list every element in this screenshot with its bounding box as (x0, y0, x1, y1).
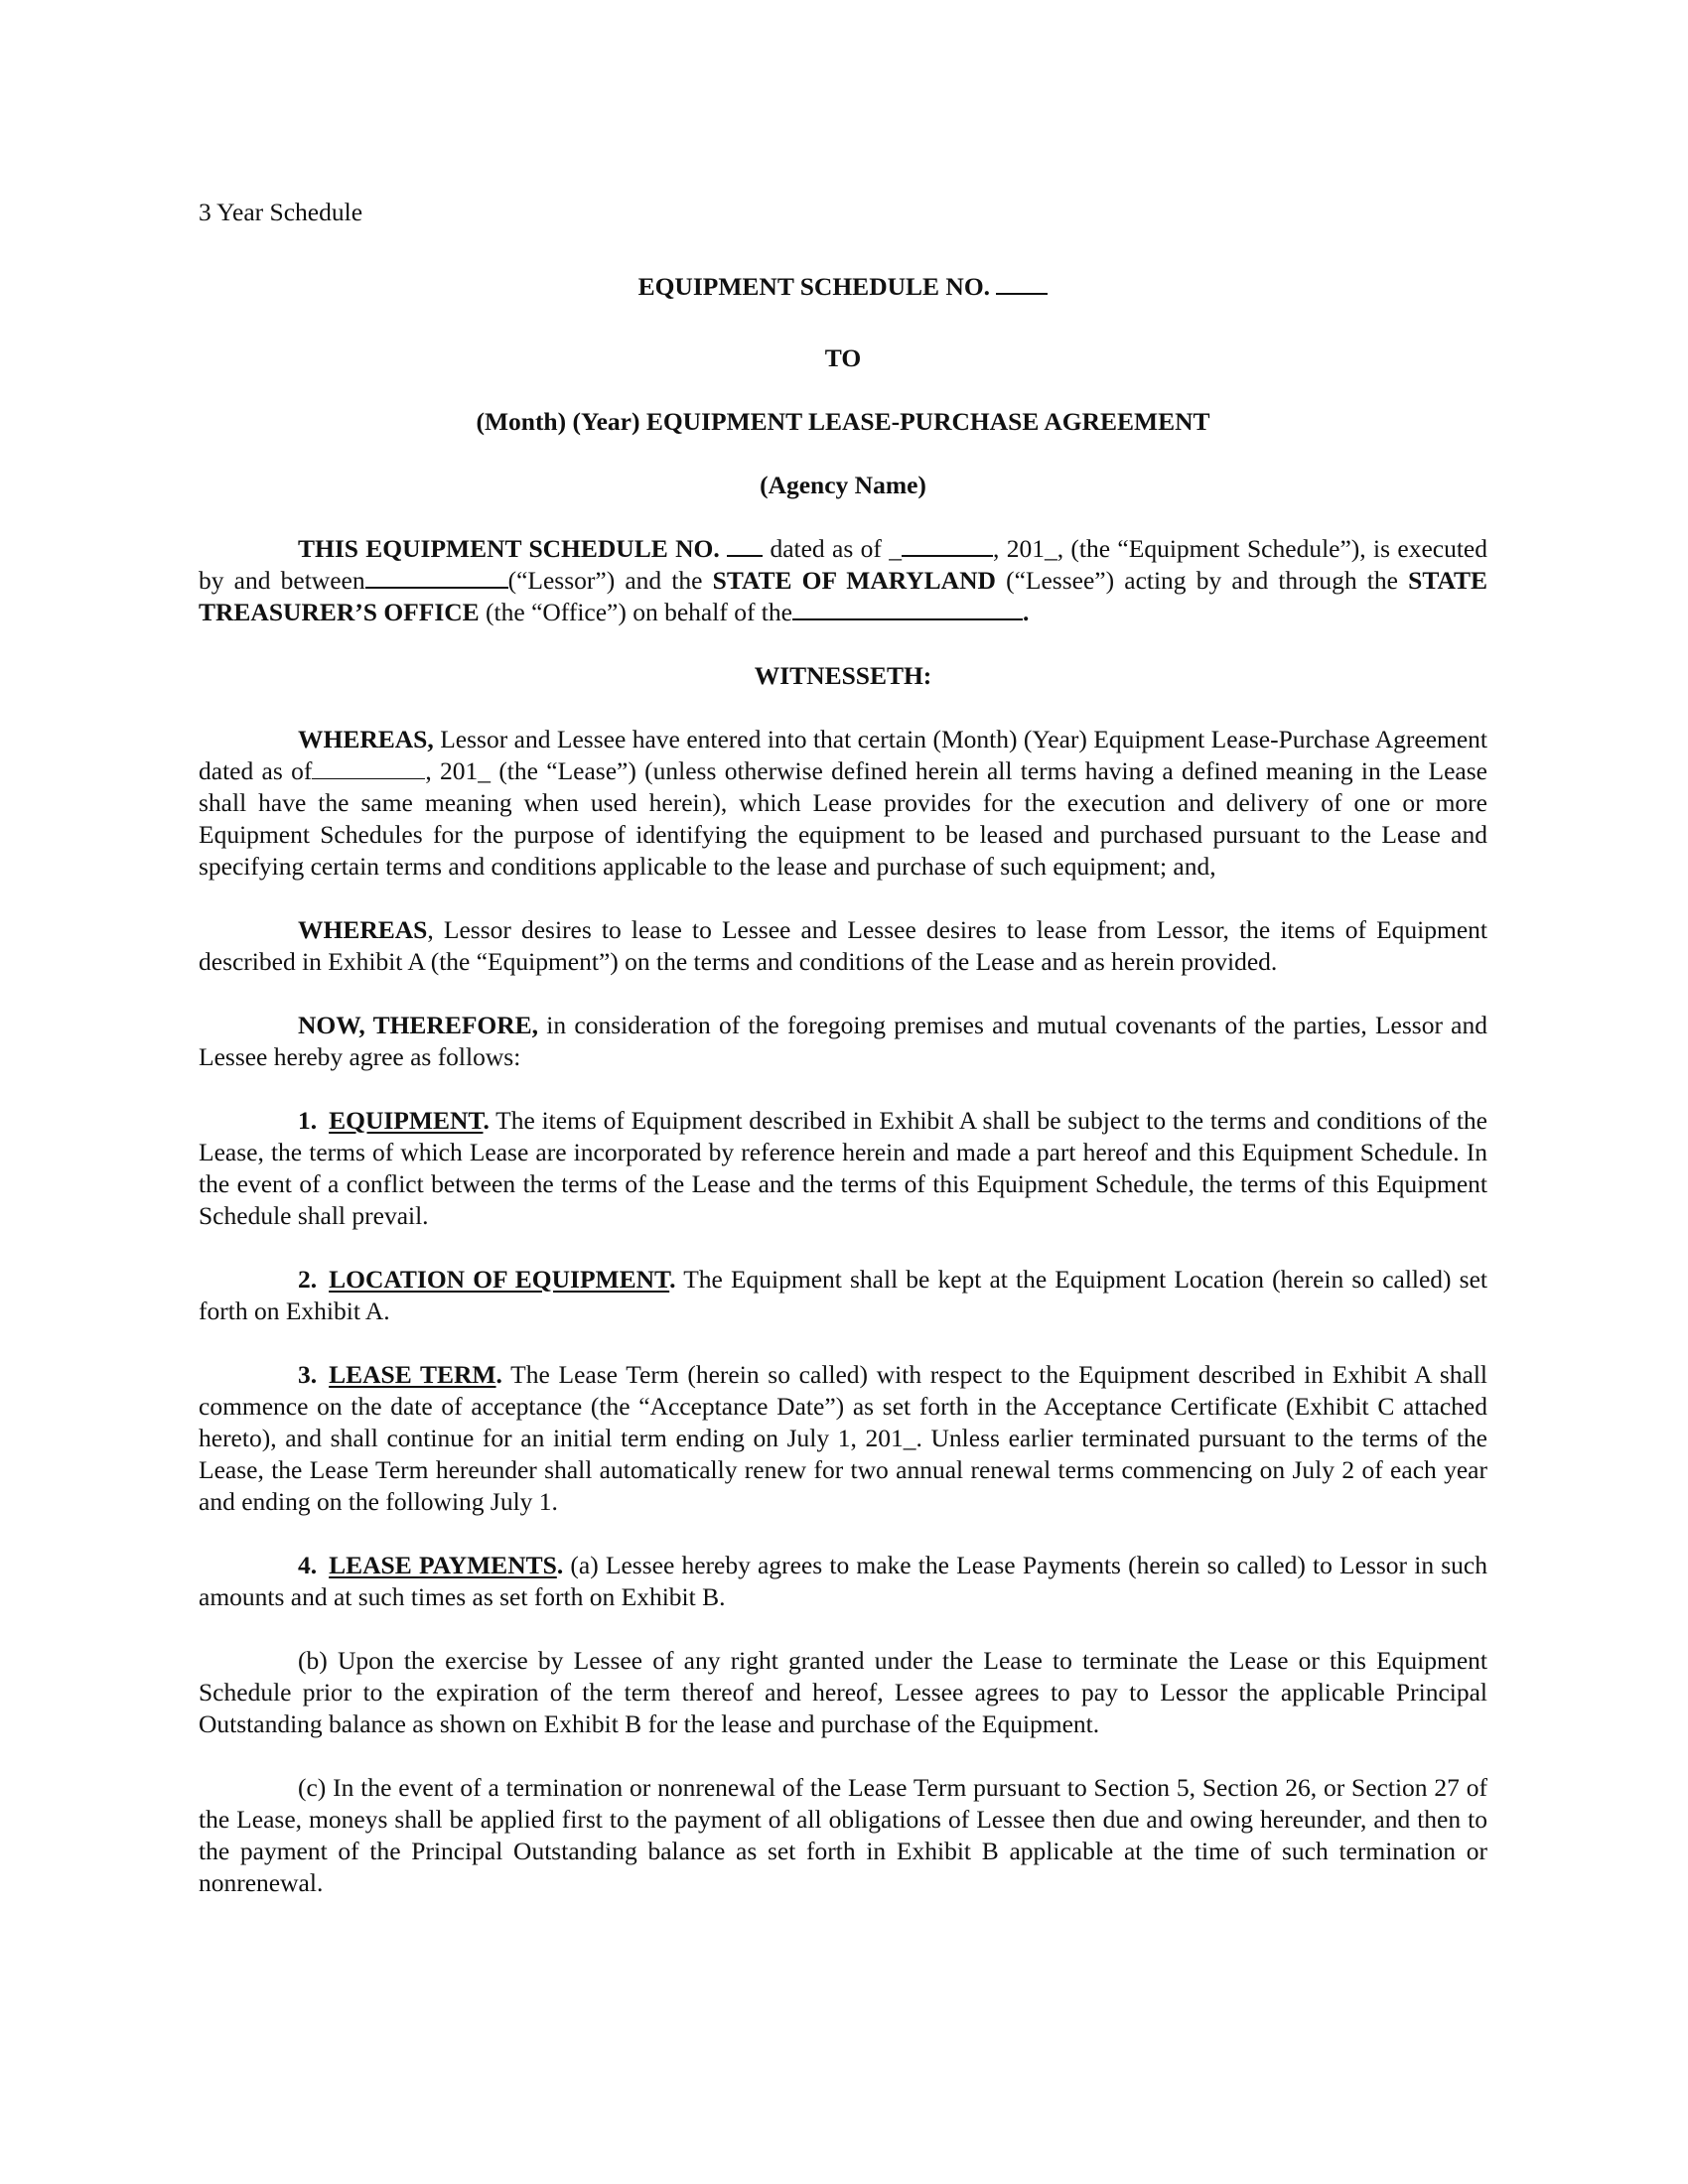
lease-date-blank (312, 756, 425, 779)
section-1-text: The items of Equipment described in Exhibit A shall be subject to the terms and conditions of the Lease, the terms of which Lease are incorporated by reference herein and made a part hereof and this Equipment Schedule. In the event of a conflict between the terms of the Lease and the terms of this Equipment Schedule, the terms of this Equipment Schedule shall prevail. (199, 1106, 1487, 1230)
whereas-paragraph-1 (199, 724, 1487, 883)
intro-lead: THIS EQUIPMENT SCHEDULE NO. (298, 534, 720, 563)
section-1-heading: EQUIPMENT (329, 1106, 484, 1135)
section-2-location: 2. LOCATION OF EQUIPMENT. The Equipment shall be kept at the Equipment Location (herein so called) set forth on Exhibit A. (199, 1265, 1488, 1325)
intro-schedule-blank (727, 533, 763, 557)
section-1-number: 1. (298, 1106, 318, 1135)
intro-date-blank (902, 533, 993, 557)
whereas-1-text-1: Lessor and Lessee have entered into that certain (Month) (Year) Equipment Lease-Purchase Agreement dated as of (199, 725, 1487, 785)
agreement-title: (Month) (Year) EQUIPMENT LEASE-PURCHASE AGREEMENT (476, 407, 1210, 436)
whereas-2-text: , Lessor desires to lease to Lessee and Lessee desires to lease from Lessor, the items of Equipment described in Exhibit A (the “Equipment”) on the terms and conditions of the Lease and as herein provided. (199, 915, 1487, 976)
whereas-2-lead: WHEREAS (298, 915, 428, 944)
title-to: TO (824, 343, 862, 372)
section-3-number: 3. (298, 1360, 318, 1389)
intro-text-1: dated as of _ (763, 534, 902, 563)
schedule-term-label: 3 Year Schedule (199, 198, 363, 226)
now-therefore-lead: NOW, THEREFORE, (298, 1011, 539, 1039)
section-4-lease-payments: 4. LEASE PAYMENTS. (a) Lessee hereby agrees to make the Lease Payments (herein so called) to Lessor in such amounts and at such times as set forth on Exhibit B. (199, 1551, 1488, 1611)
document-page (199, 197, 1487, 1931)
section-4-number: 4. (298, 1551, 318, 1579)
whereas-1-lead: WHEREAS, (298, 725, 434, 753)
section-2-text: The Equipment shall be kept at the Equipment Location (herein so called) set forth on Exhibit A. (199, 1265, 1488, 1325)
treasurer-office: STATE TREASURER’S OFFICE (199, 566, 1487, 626)
section-3-text: The Lease Term (herein so called) with respect to the Equipment described in Exhibit A shall commence on the date of acceptance (the “Acceptance Date”) as set forth in the Acceptance Certificate (Exhibit C attached hereto), and shall continue for an initial term ending on July 1, 201_. Unless earlier terminated pursuant to the terms of the Lease, the Lease Term hereunder shall automatically renew for two annual renewal terms commencing on July 2 of each year and ending on the following July 1. (199, 1360, 1488, 1516)
state-of-maryland: STATE OF MARYLAND (712, 566, 996, 595)
intro-paragraph (199, 533, 1487, 628)
title-schedule-text: EQUIPMENT SCHEDULE NO. (637, 272, 991, 301)
now-therefore-paragraph (199, 1010, 1487, 1073)
document-title (199, 271, 1487, 303)
section-4-heading: LEASE PAYMENTS (329, 1551, 557, 1579)
section-2-heading: LOCATION OF EQUIPMENT (329, 1265, 670, 1294)
section-2-number: 2. (298, 1265, 318, 1294)
section-3-heading: LEASE TERM (329, 1360, 496, 1389)
intro-text-2: , 201_, (the “Equipment Schedule”), is executed by and between (199, 534, 1487, 595)
section-4-sub-c: (c) In the event of a termination or nonrenewal of the Lease Term pursuant to Section 5, Section 26, or Section 27 of the Lease, moneys shall be applied first to the payment of all obligations of Lessee then due and owing hereunder, and then to the payment of the Principal Outstanding balance as set forth in Exhibit B applicable at the time of such termination or nonrenewal. (199, 1773, 1487, 1897)
schedule-number-blank (996, 271, 1048, 295)
agency-name-title: (Agency Name) (760, 471, 926, 499)
intro-text-3: (“Lessor”) and the (507, 566, 713, 595)
intro-period: . (1022, 598, 1030, 626)
agency-blank (792, 597, 1023, 620)
whereas-1-text-2: , 201_ (the “Lease”) (unless otherwise defined herein all terms having a defined meaning in the Lease shall have the same meaning when used herein), which Lease provides for the execution and delivery of one or more Equipment Schedules for the purpose of identifying the equipment to be leased and purchased pursuant to the Lease and specifying certain terms and conditions applicable to the lease and purchase of such equipment; and, (199, 756, 1487, 881)
witnesseth-heading: WITNESSETH: (754, 661, 932, 690)
section-4-text: (a) Lessee hereby agrees to make the Lease Payments (herein so called) to Lessor in such amounts and at such times as set forth on Exhibit B. (199, 1551, 1488, 1611)
whereas-paragraph-2 (199, 914, 1487, 978)
now-therefore-text: in consideration of the foregoing premises and mutual covenants of the parties, Lessor and Lessee hereby agree as follows: (199, 1011, 1488, 1071)
section-4-sub-b: (b) Upon the exercise by Lessee of any right granted under the Lease to terminate the Lease or this Equipment Schedule prior to the expiration of the term thereof and hereof, Lessee agrees to pay to Lessor the applicable Principal Outstanding balance as shown on Exhibit B for the lease and purchase of the Equipment. (199, 1646, 1487, 1738)
lessor-name-blank (365, 565, 508, 589)
section-1-equipment: 1. EQUIPMENT. The items of Equipment described in Exhibit A shall be subject to the terms and conditions of the Lease, the terms of which Lease are incorporated by reference herein and made a part hereof and this Equipment Schedule. In the event of a conflict between the terms of the Lease and the terms of this Equipment Schedule, the terms of this Equipment Schedule shall prevail. (199, 1106, 1487, 1230)
intro-text-4: (“Lessee”) acting by and through the (995, 566, 1409, 595)
section-3-lease-term: 3. LEASE TERM. The Lease Term (herein so called) with respect to the Equipment described in Exhibit A shall commence on the date of acceptance (the “Acceptance Date”) as set forth in the Acceptance Certificate (Exhibit C attached hereto), and shall continue for an initial term ending on July 1, 201_. Unless earlier terminated pursuant to the terms of the Lease, the Lease Term hereunder shall automatically renew for two annual renewal terms commencing on July 2 of each year and ending on the following July 1. (199, 1360, 1488, 1516)
intro-text-5: (the “Office”) on behalf of the (479, 598, 792, 626)
